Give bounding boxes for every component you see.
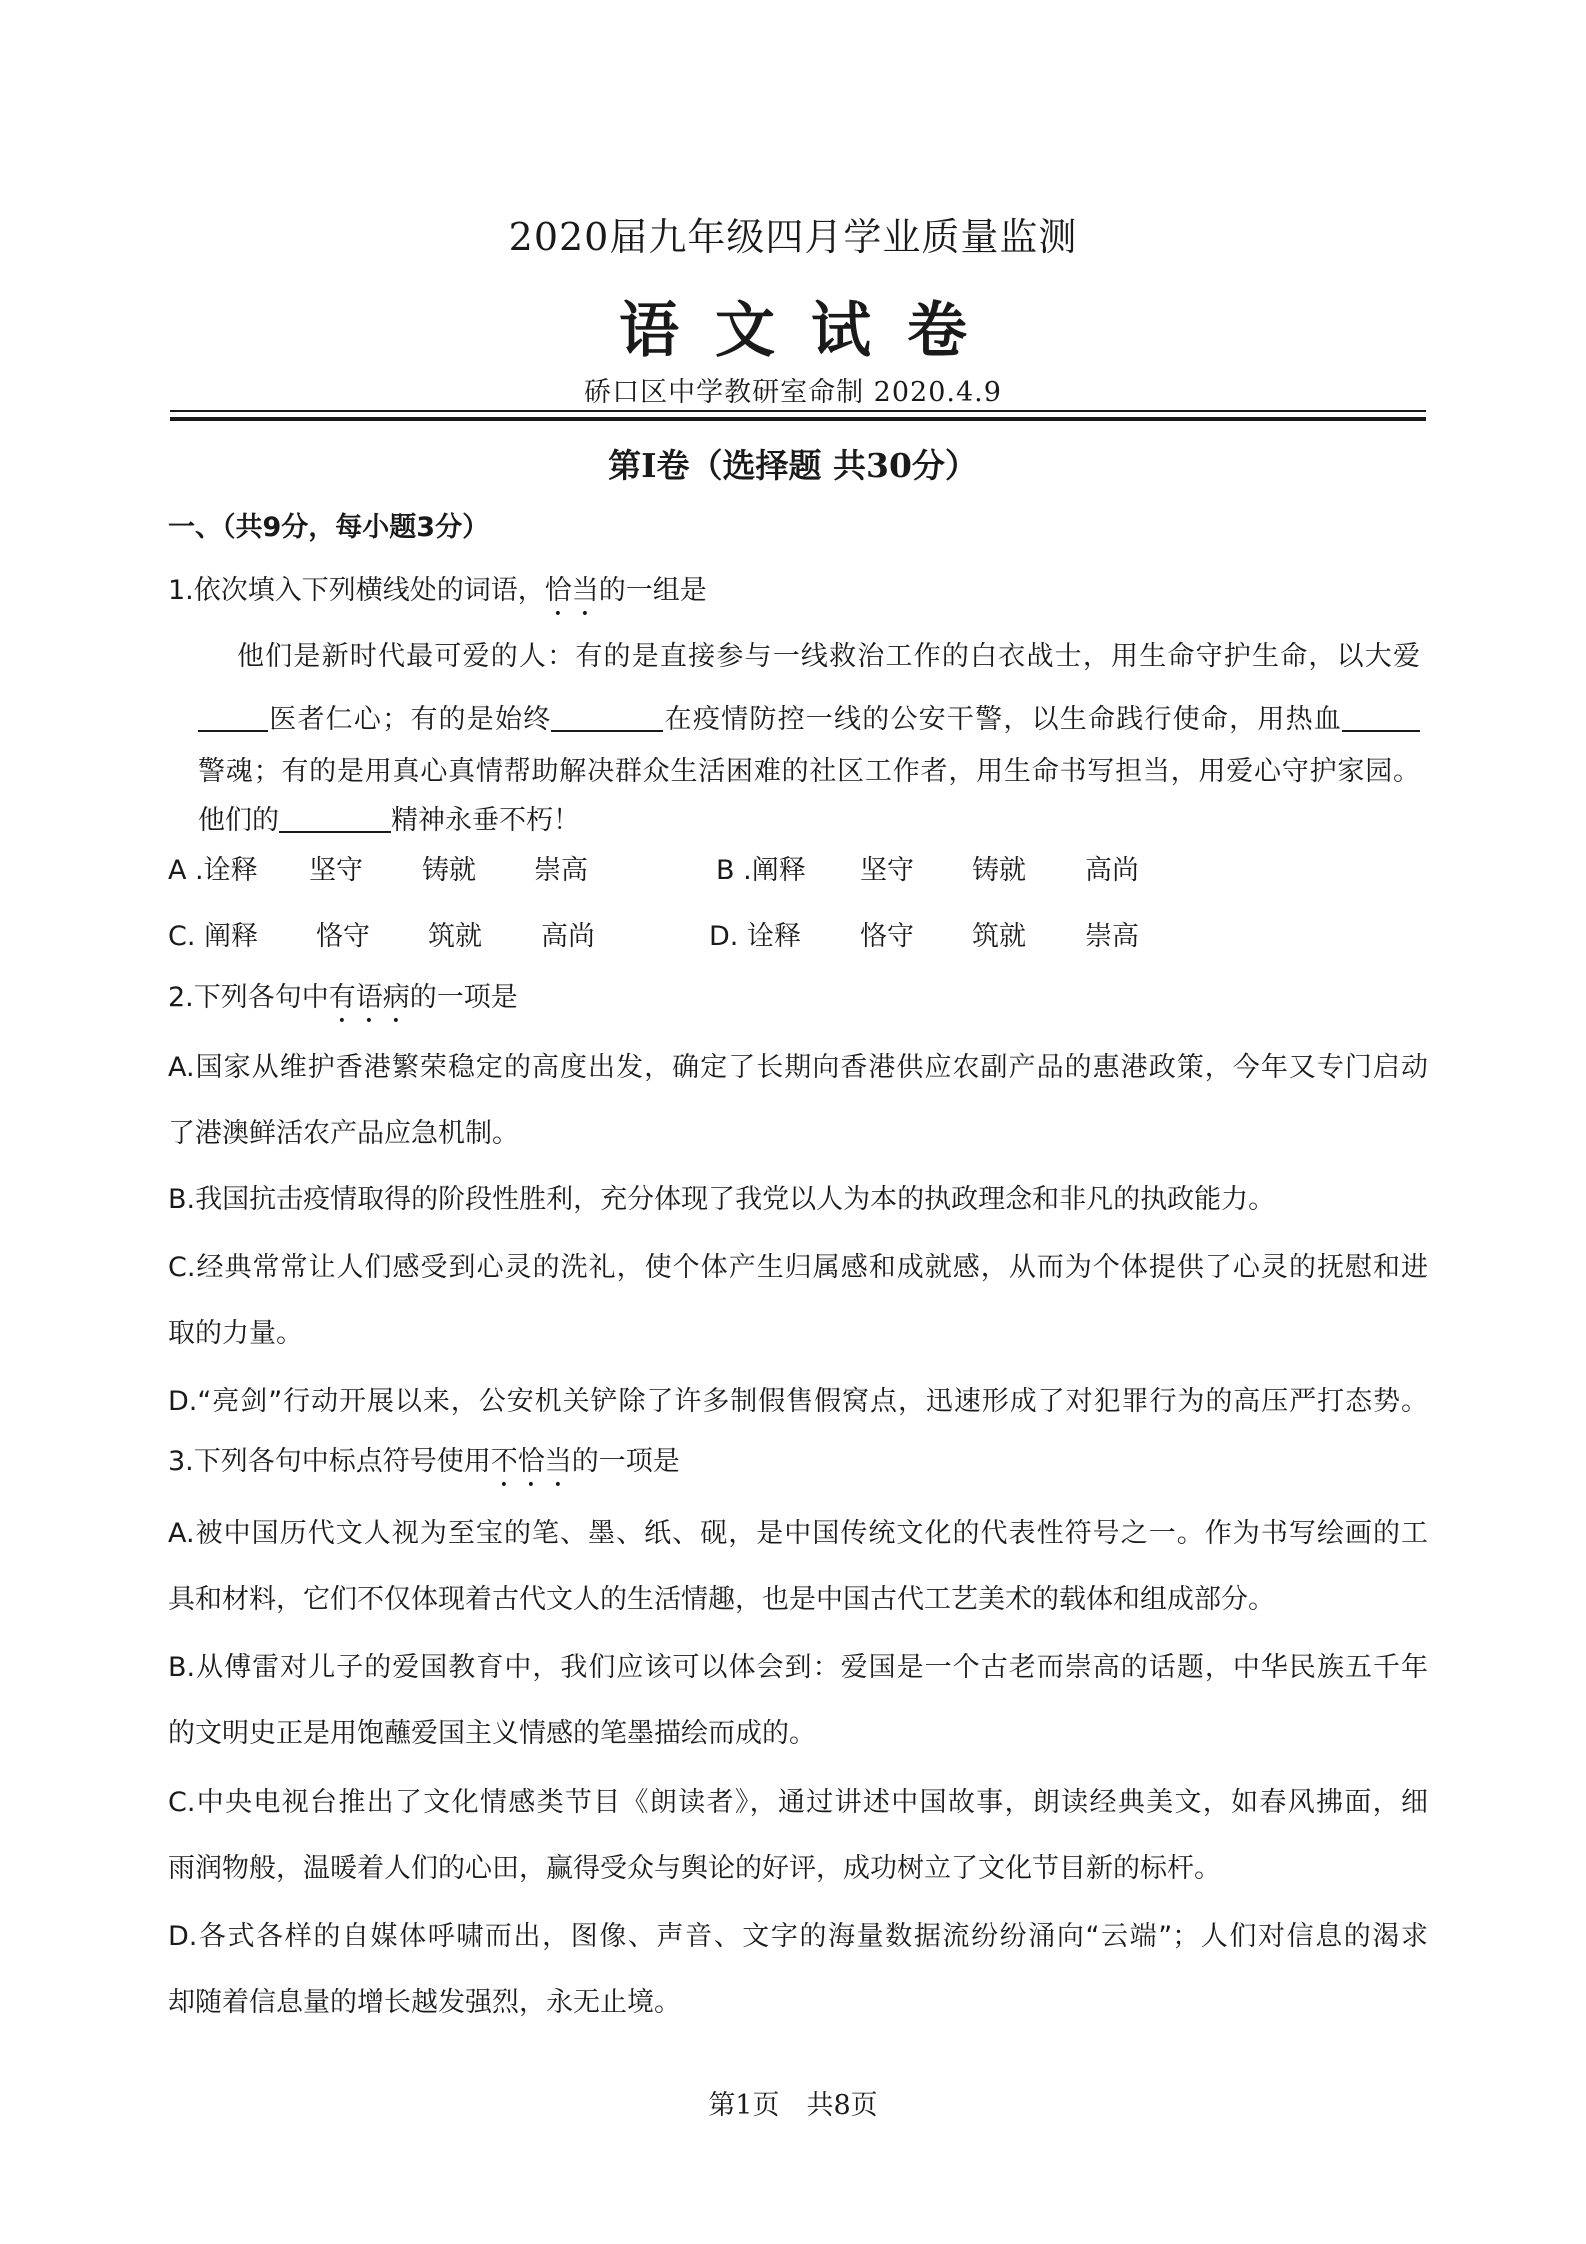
blank-3 [1342, 702, 1420, 732]
q1-option-c-w4: 高尚 [541, 921, 595, 952]
exam-title: 2020届九年级四月学业质量监测 [508, 215, 1078, 259]
q1-option-b-w3: 铸就 [972, 855, 1026, 886]
q1-option-d-w2: 恪守 [860, 921, 914, 952]
q2-option-a-line-1: A.国家从维护香港繁荣稳定的高度出发，确定了长期向香港供应农副产品的惠港政策，今年又专门启动 [168, 1052, 1428, 1083]
q2-stem-prefix: 2.下列各句中 [168, 982, 329, 1013]
q2-stem-emphasis: 有语病 [328, 982, 410, 1013]
q1-passage-l2b: 在疫情防控一线的公安干警，以生命践行使命，用热血 [663, 704, 1343, 735]
q3-option-a-line-2: 具和材料，它们不仅体现着古代文人的生活情趣，也是中国古代工艺美术的载体和组成部分。 [168, 1584, 1275, 1615]
q3-stem-suffix: 的一项是 [571, 1446, 680, 1477]
q1-passage-l4a: 他们的 [198, 805, 279, 836]
blank-4 [279, 803, 391, 833]
q1-passage-line-1: 他们是新时代最可爱的人：有的是直接参与一线救治工作的白衣战士，用生命守护生命，以大爱 [237, 641, 1420, 672]
q1-stem [168, 571, 1428, 622]
q1-stem-prefix: 1.依次填入下列横线处的词语， [168, 575, 545, 606]
q1-passage-line-3: 警魂；有的是用真心真情帮助解决群众生活困难的社区工作者，用生命书写担当，用爱心守护家园。 [198, 756, 1420, 787]
q1-passage-l4b: 精神永垂不朽！ [391, 805, 580, 836]
q1-option-d-w4: 崇高 [1085, 921, 1139, 952]
q3-option-c-line-1: C.中央电视台推出了文化情感类节目《朗读者》，通过讲述中国故事，朗读经典美文，如春风拂面，细 [168, 1787, 1428, 1818]
q1-option-b-w4: 高尚 [1085, 855, 1139, 886]
q1-option-a-label: A .诠释 [168, 855, 258, 886]
q1-stem-suffix: 的一组是 [598, 575, 707, 606]
q1-option-c-w3: 筑就 [428, 921, 482, 952]
q1-passage-line-2 [198, 700, 1420, 740]
issuer-line: 硚口区中学教研室命制 2020.4.9 [584, 377, 1002, 408]
q3-option-b-line-1: B.从傅雷对儿子的爱国教育中，我们应该可以体会到：爱国是一个古老而崇高的话题，中华民族五千年 [168, 1652, 1428, 1683]
q1-passage-l2a: 医者仁心；有的是始终 [268, 704, 552, 735]
q1-stem-emphasis: 恰当 [544, 575, 599, 606]
q2-option-c-line-2: 取的力量。 [168, 1318, 303, 1349]
q3-option-b-line-2: 的文明史正是用饱蘸爱国主义情感的笔墨描绘而成的。 [168, 1718, 816, 1749]
volume-title: 第Ⅰ卷（选择题 共30分） [608, 446, 978, 485]
q2-option-a-line-2: 了港澳鲜活农产品应急机制。 [168, 1118, 519, 1149]
q1-option-b-label: B .阐释 [716, 855, 806, 886]
header-rule-thin [170, 410, 1426, 412]
q3-stem-prefix: 3.下列各句中标点符号使用 [168, 1446, 491, 1477]
q1-option-a-w2: 坚守 [309, 855, 363, 886]
q2-option-b: B.我国抗击疫情取得的阶段性胜利，充分体现了我党以人为本的执政理念和非凡的执政能力。 [168, 1184, 1276, 1215]
q3-option-d-line-1: D.各式各样的自媒体呼啸而出，图像、声音、文字的海量数据流纷纷涌向“云端”；人们对信息的渴求 [168, 1921, 1428, 1952]
blank-2 [551, 702, 663, 732]
q1-passage-line-4 [198, 801, 1420, 841]
subject-title: 语文试卷 [619, 296, 1003, 366]
header-rule-thick [170, 417, 1426, 421]
blank-1 [198, 702, 268, 732]
q3-stem [168, 1442, 1428, 1493]
q1-option-b-w2: 坚守 [860, 855, 914, 886]
q1-option-c-label: C. 阐释 [168, 921, 259, 952]
q1-option-a-w4: 崇高 [534, 855, 588, 886]
page-footer: 第1页 共8页 [708, 2090, 878, 2121]
q1-option-a-w3: 铸就 [422, 855, 476, 886]
q1-option-c-w2: 恪守 [316, 921, 370, 952]
q3-option-d-line-2: 却随着信息量的增长越发强烈，永无止境。 [168, 1987, 681, 2018]
q1-option-d-label: D. 诠释 [709, 921, 801, 952]
q2-stem [168, 978, 1428, 1029]
q2-option-d: D.“亮剑”行动开展以来，公安机关铲除了许多制假售假窝点，迅速形成了对犯罪行为的高压严打态势。 [168, 1386, 1428, 1417]
q3-option-c-line-2: 雨润物般，温暖着人们的心田，赢得受众与舆论的好评，成功树立了文化节目新的标杆。 [168, 1853, 1221, 1884]
q2-stem-suffix: 的一项是 [409, 982, 518, 1013]
section-heading: 一、（共9分，每小题3分） [168, 512, 490, 543]
q2-option-c-line-1: C.经典常常让人们感受到心灵的洗礼，使个体产生归属感和成就感，从而为个体提供了心灵的抚慰和进 [168, 1252, 1428, 1283]
q3-stem-emphasis: 不恰当 [490, 1446, 572, 1477]
q1-option-d-w3: 筑就 [972, 921, 1026, 952]
q3-option-a-line-1: A.被中国历代文人视为至宝的笔、墨、纸、砚，是中国传统文化的代表性符号之一。作为书写绘画的工 [168, 1518, 1428, 1549]
